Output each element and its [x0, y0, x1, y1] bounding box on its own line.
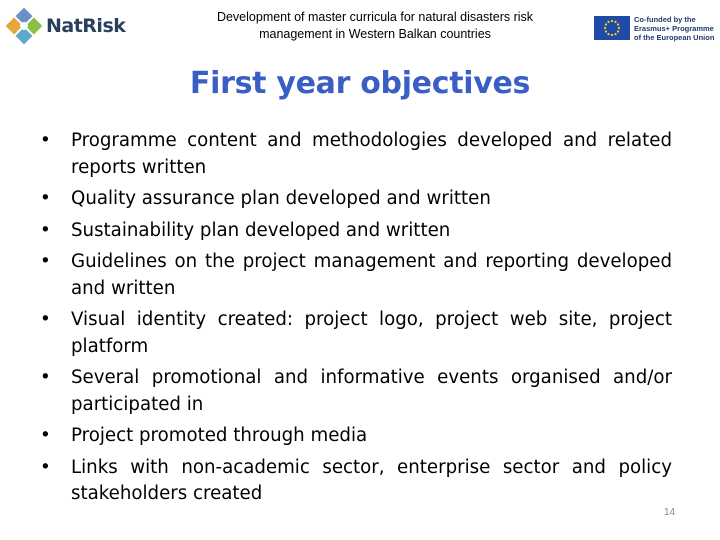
list-item-text: Quality assurance plan developed and written: [71, 188, 491, 209]
bullet-icon: •: [40, 188, 51, 209]
slide-number: 14: [664, 507, 676, 518]
bullet-icon: •: [40, 367, 51, 388]
list-item: [40, 249, 672, 302]
list-item: [40, 307, 672, 360]
eu-flag-icon: [594, 16, 630, 40]
bullet-icon: •: [40, 456, 51, 478]
slide-title: First year objectives: [189, 66, 531, 101]
natrisk-logo: [4, 6, 126, 46]
objectives-list: [40, 128, 672, 513]
list-item-text: Several promotional and informative events organised and/or participated in: [71, 367, 672, 415]
bullet-icon: •: [40, 425, 51, 446]
list-item: [40, 423, 672, 450]
list-item-text: Guidelines on the project management and reporting developed and written: [71, 251, 672, 299]
list-item-text: Sustainability plan developed and written: [71, 219, 451, 241]
natrisk-logo-icon: [4, 6, 44, 46]
bullet-icon: •: [40, 130, 51, 151]
list-item-text: Visual identity created: project logo, project web site, project platform: [71, 309, 672, 357]
slide-header: [0, 0, 720, 54]
list-item: [40, 455, 672, 508]
eu-cofunding-text: Co-funded by the Erasmus+ Programme of the European Union: [634, 15, 715, 42]
list-item-text: Programme content and methodologies developed and related reports written: [71, 130, 672, 178]
list-item: [40, 186, 672, 213]
bullet-icon: •: [40, 219, 51, 241]
list-item: [40, 218, 672, 245]
list-item: [40, 128, 672, 181]
list-item: [40, 365, 672, 418]
bullet-icon: •: [40, 309, 51, 330]
project-title: Development of master curricula for natural disasters risk management in Western Balkan countries: [216, 10, 534, 41]
eu-cofunding-logo: [594, 14, 714, 42]
logo-text: NatRisk: [46, 15, 126, 37]
list-item-text: Links with non-academic sector, enterprise sector and policy stakeholders created: [71, 456, 672, 504]
bullet-icon: •: [40, 251, 51, 272]
list-item-text: Project promoted through media: [71, 425, 368, 446]
